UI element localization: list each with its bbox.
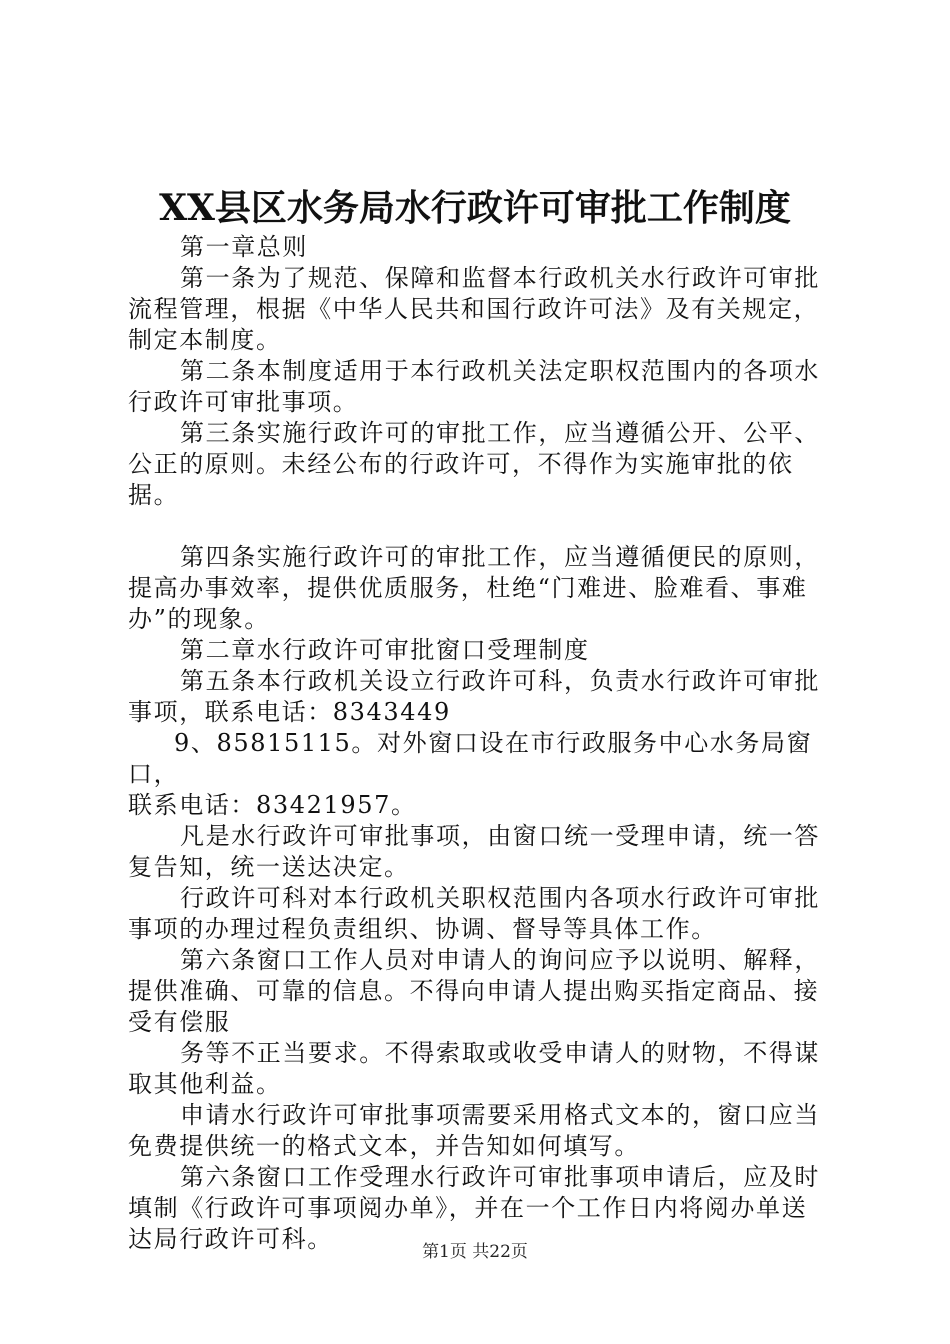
article-paragraph: 9、85815115。对外窗口设在市行政服务中心水务局窗口， 联系电话：83421957。 — [128, 729, 813, 819]
document-title: XX县区水务局水行政许可审批工作制度 — [159, 187, 791, 229]
paragraph-spacer — [128, 511, 838, 542]
article-paragraph: 凡是水行政许可审批事项，由窗口统一受理申请，统一答 复告知，统一送达决定。 — [128, 822, 820, 881]
article-paragraph: 第六条窗口工作人员对申请人的询问应予以说明、解释， 提供准确、可靠的信息。不得向申请人提出购买指定商品、接 受有偿服 — [128, 946, 820, 1036]
chapter-heading: 第一章总则 — [180, 233, 308, 261]
article-paragraph: 申请水行政许可审批事项需要采用格式文本的，窗口应当 免费提供统一的格式文本，并告知如何填写。 — [128, 1101, 820, 1160]
article-paragraph: 第四条实施行政许可的审批工作，应当遵循便民的原则， 提高办事效率，提供优质服务，杜绝“门难进、脸难看、事难 办”的现象。 — [128, 543, 820, 633]
article-paragraph: 行政许可科对本行政机关职权范围内各项水行政许可审批 事项的办理过程负责组织、协调、督导等具体工作。 — [128, 884, 820, 943]
page-indicator: 第1页 共22页 — [422, 1242, 528, 1262]
article-paragraph: 第五条本行政机关设立行政许可科，负责水行政许可审批 事项，联系电话：8343449 — [128, 667, 820, 726]
chapter-heading: 第二章水行政许可审批窗口受理制度 — [180, 636, 590, 664]
article-paragraph: 第二条本制度适用于本行政机关法定职权范围内的各项水 行政许可审批事项。 — [128, 357, 820, 416]
article-paragraph: 务等不正当要求。不得索取或收受申请人的财物，不得谋 取其他利益。 — [128, 1039, 820, 1098]
article-paragraph: 第一条为了规范、保障和监督本行政机关水行政许可审批 流程管理，根据《中华人民共和国行政许可法》及有关规定， 制定本制度。 — [128, 264, 820, 354]
article-paragraph: 第三条实施行政许可的审批工作，应当遵循公开、公平、 公正的原则。未经公布的行政许可，不得作为实施审批的依据。 — [128, 419, 820, 509]
document-body — [128, 232, 838, 1255]
article-paragraph: 第六条窗口工作受理水行政许可审批事项申请后，应及时 填制《行政许可事项阅办单》，并在一个工作日内将阅办单送 达局行政许可科。 — [128, 1163, 820, 1253]
